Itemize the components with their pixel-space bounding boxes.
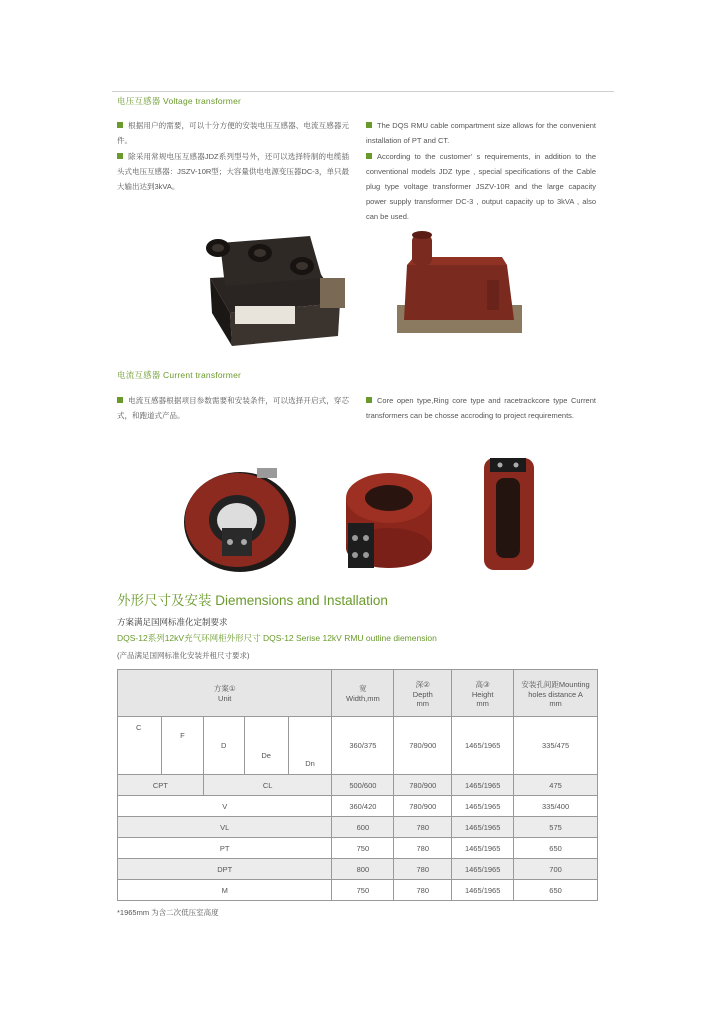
table-row — [118, 775, 598, 796]
cell-height: 1465/1965 — [452, 859, 514, 880]
cell-de: De — [244, 717, 288, 775]
racetrack-core-current-transformer-image — [482, 456, 538, 572]
ct-en-text — [366, 393, 596, 424]
cell-width: 800 — [332, 859, 394, 880]
top-divider — [112, 91, 614, 92]
cell-width: 750 — [332, 880, 394, 901]
vt-section-title: 电压互感器 Voltage transformer — [117, 96, 242, 106]
table-row — [118, 817, 598, 838]
table-row — [118, 796, 598, 817]
cell-depth: 780/900 — [394, 775, 452, 796]
cell-depth: 780/900 — [394, 796, 452, 817]
bullet-icon — [117, 397, 123, 403]
cell-height: 1465/1965 — [452, 880, 514, 901]
cell-unit: DPT — [118, 859, 332, 880]
bullet-icon — [117, 153, 123, 159]
table-row — [118, 880, 598, 901]
dimensions-subtitle-cn: 方案满足国网标准化定制要求 — [117, 617, 228, 627]
cell-unit: VL — [118, 817, 332, 838]
ct-en-para: Core open type,Ring core type and racetrackcore type Current transformers can be chosse accroding to project requirements. — [366, 396, 596, 420]
cell-d: D — [203, 717, 244, 775]
ct-cn-para: 电流互感器根据项目参数需要和安装条件，可以选择开启式，穿芯式，和跑道式产品。 — [117, 396, 349, 420]
vt-cn-text — [117, 118, 349, 195]
table-header-row — [118, 670, 598, 717]
cell-mounting: 475 — [514, 775, 598, 796]
vt-cn-para-1: 根据用户的需要，可以十分方便的安装电压互感器、电流互感器元件。 — [117, 121, 349, 145]
cell-width: 600 — [332, 817, 394, 838]
cell-mounting: 650 — [514, 838, 598, 859]
cell-depth: 780 — [394, 880, 452, 901]
cell-height: 1465/1965 — [452, 796, 514, 817]
bullet-icon — [366, 122, 372, 128]
cell-cl: CL — [203, 775, 332, 796]
cell-unit: M — [118, 880, 332, 901]
cell-width: 500/600 — [332, 775, 394, 796]
table-row — [118, 859, 598, 880]
cell-mounting: 700 — [514, 859, 598, 880]
dimensions-subtitle-series: DQS-12系列12kV充气环网柜外形尺寸 DQS-12 Serise 12kV RMU outline diemension — [117, 633, 437, 643]
cell-mounting: 335/475 — [514, 717, 598, 775]
vt-en-para-2: According to the customer’ s requirements, in addition to the conventional models JDZ type , special specifications of the Cable plug type voltage transformer JSZV-10R and the large capacity power supply transformer DC-3 , output capacity up to 3kVA , also can be used. — [366, 152, 596, 221]
cell-depth: 780 — [394, 838, 452, 859]
vt-cn-para-2: 除采用常规电压互感器JDZ系列型号外，还可以选择特制的电缆插头式电压互感器：JSZV-10R型；大容量供电电源变压器DC-3，单只最大输出达到3kVA。 — [117, 152, 349, 191]
cell-depth: 780/900 — [394, 717, 452, 775]
table-row — [118, 838, 598, 859]
dimensions-note: (产品满足国网标准化安装并租尺寸要求) — [117, 651, 250, 660]
header-scheme: 方案① Unit — [118, 670, 332, 717]
cell-width: 360/420 — [332, 796, 394, 817]
header-mounting: 安装孔间距Mounting holes distance A mm — [514, 670, 598, 717]
cell-mounting: 650 — [514, 880, 598, 901]
cell-unit: PT — [118, 838, 332, 859]
cell-height: 1465/1965 — [452, 775, 514, 796]
table-footnote: *1965mm 为含二次低压室高度 — [117, 908, 219, 917]
cell-depth: 780 — [394, 817, 452, 838]
cell-dn: Dn — [288, 717, 332, 775]
cell-mounting: 335/400 — [514, 796, 598, 817]
cell-unit: V — [118, 796, 332, 817]
vt-en-para-1: The DQS RMU cable compartment size allows for the convenient installation of PT and CT. — [366, 121, 596, 145]
cell-height: 1465/1965 — [452, 817, 514, 838]
ct-cn-text — [117, 393, 349, 424]
ring-core-current-transformer-image — [338, 463, 440, 573]
bullet-icon — [366, 397, 372, 403]
cell-width: 360/375 — [332, 717, 394, 775]
cell-cpt: CPT — [118, 775, 204, 796]
cable-plug-voltage-transformer-image — [190, 218, 350, 348]
dimensions-table — [117, 669, 598, 901]
table-row — [118, 717, 598, 775]
ct-section-title: 电流互感器 Current transformer — [117, 370, 242, 380]
bullet-icon — [117, 122, 123, 128]
header-width: 宽 Width,mm — [332, 670, 394, 717]
dc3-power-transformer-image — [392, 225, 527, 335]
dimensions-title: 外形尺寸及安装 Diemensions and Installation — [117, 593, 388, 608]
bullet-icon — [366, 153, 372, 159]
cell-width: 750 — [332, 838, 394, 859]
cell-f: F — [161, 717, 203, 775]
cell-depth: 780 — [394, 859, 452, 880]
header-depth: 深② Depth mm — [394, 670, 452, 717]
vt-en-text — [366, 118, 596, 225]
open-core-current-transformer-image — [182, 462, 298, 574]
header-height: 高③ Height mm — [452, 670, 514, 717]
cell-height: 1465/1965 — [452, 838, 514, 859]
cell-mounting: 575 — [514, 817, 598, 838]
cell-height: 1465/1965 — [452, 717, 514, 775]
cell-c: C — [118, 717, 162, 775]
